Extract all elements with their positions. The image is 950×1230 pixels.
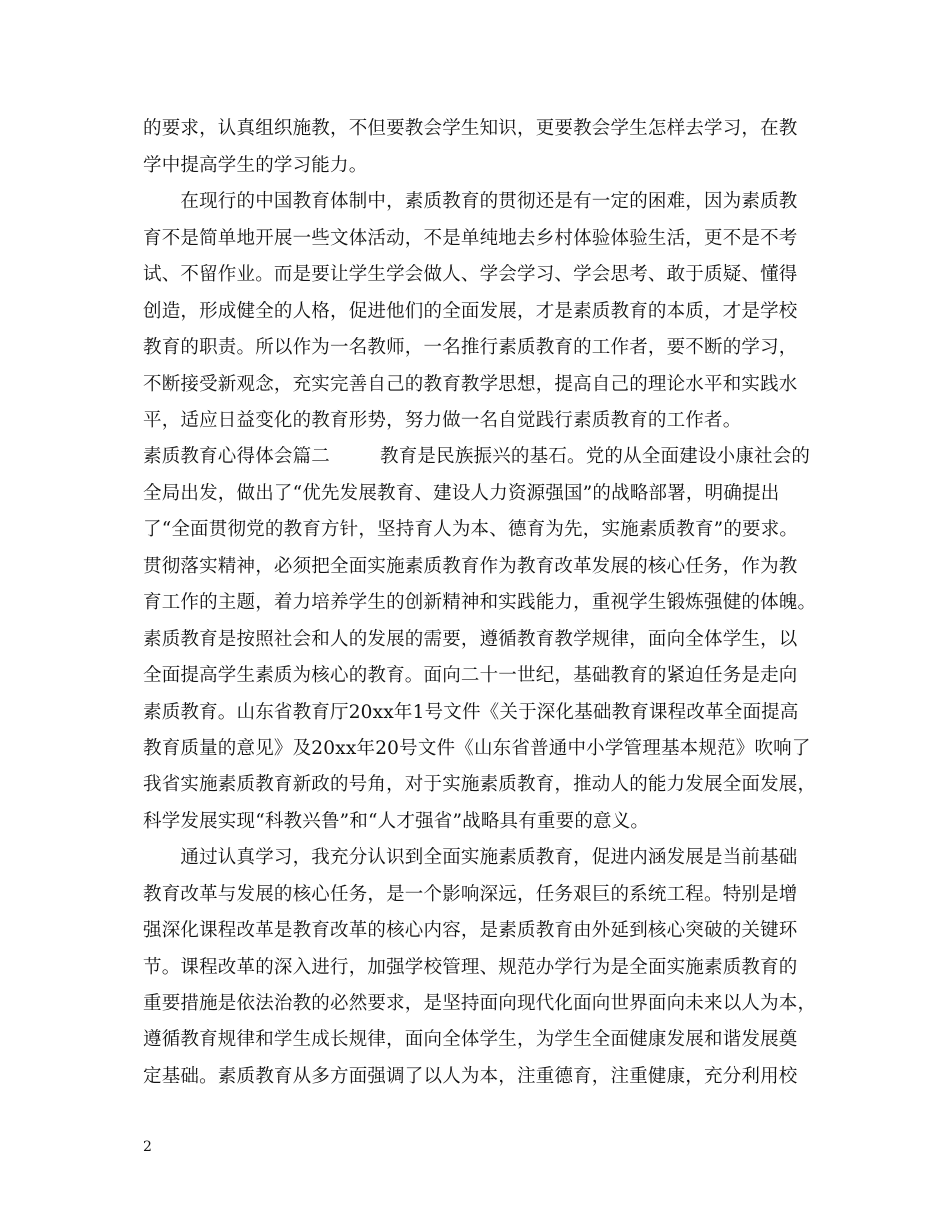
text-line: 在现行的中国教育体制中，素质教育的贯彻还是有一定的困难，因为素质教 [143,191,798,212]
text-line: 定基础。素质教育从多方面强调了以人为本，注重德育，注重健康，充分利用校 [143,1066,798,1087]
text-line: 科学发展实现“科教兴鲁”和“人才强省”战略具有重要的意义。 [143,811,650,832]
section-heading-line [143,445,810,469]
text-line: 创造，形成健全的人格，促进他们的全面发展，才是素质教育的本质，才是学校 [143,301,798,322]
text-line: 全面提高学生素质为核心的教育。面向二十一世纪，基础教育的紧迫任务是走向 [143,665,798,686]
text-line: 我省实施素质教育新政的号角，对于实施素质教育，推动人的能力发展全面发展， [143,774,817,795]
text-line: 的要求，认真组织施教，不但要教会学生知识，更要教会学生怎样去学习，在教 [143,118,798,139]
text-line: 不断接受新观念，充实完善自己的教育教学思想，提高自己的理论水平和实践水 [143,374,798,395]
text-line: 教育的职责。所以作为一名教师，一名推行素质教育的工作者，要不断的学习， [143,337,798,358]
section-title: 素质教育心得体会篇二 [143,446,331,467]
text-line: 试、不留作业。而是要让学生学会做人、学会学习、学会思考、敢于质疑、懂得 [143,264,798,285]
text-line: 了“全面贯彻党的教育方针，坚持育人为本、德育为先，实施素质教育”的要求。 [143,519,799,540]
text-line: 学中提高学生的学习能力。 [143,155,368,176]
page-number: 2 [143,1139,152,1155]
text-line: 素质教育是按照社会和人的发展的需要，遵循教育教学规律，面向全体学生，以 [143,629,798,650]
text-line: 素质教育。山东省教育厅20xx年1号文件《关于深化基础教育课程改革全面提高 [143,702,799,723]
text-line: 节。课程改革的深入进行，加强学校管理、规范办学行为是全面实施素质教育的 [143,957,798,978]
text-line: 育工作的主题，着力培养学生的创新精神和实践能力，重视学生锻炼强健的体魄。 [143,592,817,613]
text-line: 强深化课程改革是教育改革的核心内容，是素质教育由外延到核心突破的关键环 [143,920,798,941]
text-line: 平，适应日益变化的教育形势，努力做一名自觉践行素质教育的工作者。 [143,410,742,431]
text-line: 育不是简单地开展一些文体活动，不是单纯地去乡村体验体验生活，更不是不考 [143,228,798,249]
text-line: 重要措施是依法治教的必然要求，是坚持面向现代化面向世界面向未来以人为本， [143,993,817,1014]
text-line: 教育改革与发展的核心任务，是一个影响深远，任务艰巨的系统工程。特别是增 [143,884,798,905]
text-line: 通过认真学习，我充分认识到全面实施素质教育，促进内涵发展是当前基础 [143,847,798,868]
text-line: 遵循教育规律和学生成长规律，面向全体学生，为学生全面健康发展和谐发展奠 [143,1029,798,1050]
text-line: 贯彻落实精神，必须把全面实施素质教育作为教育改革发展的核心任务，作为教 [143,556,798,577]
text-line: 全局出发，做出了“优先发展教育、建设人力资源强国”的战略部署，明确提出 [143,483,780,504]
section-first-sentence: 教育是民族振兴的基石。党的从全面建设小康社会的 [380,446,811,467]
text-line: 教育质量的意见》及20xx年20号文件《山东省普通中小学管理基本规范》吹响了 [143,738,811,759]
